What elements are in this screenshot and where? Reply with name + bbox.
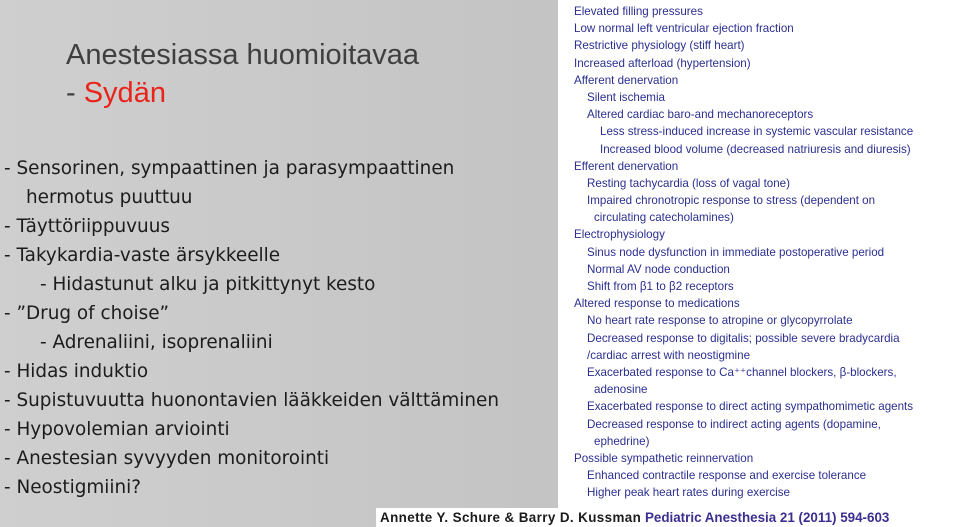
excerpt-line: Altered cardiac baro-and mechanoreceptors <box>587 108 814 122</box>
excerpt-line: Possible sympathetic reinnervation <box>574 451 754 465</box>
excerpt-line: Decreased response to digitalis; possible severe bradycardia <box>587 331 900 345</box>
excerpt-line: Altered response to medications <box>574 297 740 311</box>
excerpt-line: Impaired chronotropic response to stress (dependent on <box>587 194 876 208</box>
bullet-item: - ”Drug of choise” <box>4 303 170 324</box>
bullet-item: - Takykardia-vaste ärsykkeelle <box>4 245 281 266</box>
table-excerpt-image <box>558 0 960 508</box>
citation <box>376 508 960 527</box>
excerpt-line: Enhanced contractile response and exercise tolerance <box>587 469 867 483</box>
bullet-item: - Hypovolemian arviointi <box>4 419 230 440</box>
bullet-item: - Supistuvuutta huonontavien lääkkeiden välttäminen <box>4 390 500 411</box>
excerpt-line: Silent ischemia <box>587 90 665 104</box>
bullet-item: - Adrenaliini, isoprenaliini <box>40 332 273 353</box>
bullet-item: - Neostigmiini? <box>4 477 142 498</box>
citation-authors: Annette Y. Schure & Barry D. Kussman <box>380 510 642 525</box>
excerpt-line: Restrictive physiology (stiff heart) <box>574 39 745 53</box>
excerpt-line: Less stress-induced increase in systemic vascular resistance <box>600 125 914 139</box>
excerpt-line: Low normal left ventricular ejection fraction <box>574 22 794 36</box>
bullet-item: - Anestesian syvyyden monitorointi <box>4 448 330 469</box>
excerpt-line: Sinus node dysfunction in immediate postoperative period <box>587 245 885 259</box>
excerpt-line: No heart rate response to atropine or glycopyrrolate <box>587 314 853 328</box>
excerpt-line: Higher peak heart rates during exercise <box>587 486 790 500</box>
title-main: Anestesiassa huomioitavaa <box>66 39 420 71</box>
bullet-item: - Täyttöriippuvuus <box>4 216 170 237</box>
bullet-item: hermotus puuttuu <box>26 187 193 208</box>
excerpt-line: ephedrine) <box>594 434 650 448</box>
excerpt-line: Shift from β1 to β2 receptors <box>587 280 734 293</box>
excerpt-line: Resting tachycardia (loss of vagal tone) <box>587 176 790 190</box>
title-sub: Sydän <box>83 77 166 109</box>
excerpt-line: Electrophysiology <box>574 228 665 242</box>
excerpt-line: /cardiac arrest with neostigmine <box>587 348 751 362</box>
excerpt-line: Increased blood volume (decreased natriuresis and diuresis) <box>600 142 911 156</box>
excerpt-line: Efferent denervation <box>574 159 679 173</box>
citation-journal: Pediatric Anesthesia 21 (2011) 594-603 <box>644 510 890 525</box>
bullet-item: - Hidastunut alku ja pitkittynyt kesto <box>40 274 376 295</box>
excerpt-line: Exacerbated response to Ca⁺⁺channel blockers, β-blockers, <box>587 365 897 379</box>
excerpt-line: Decreased response to indirect acting agents (dopamine, <box>587 417 881 431</box>
excerpt-line: adenosine <box>594 383 648 397</box>
excerpt-line: circulating catecholamines) <box>594 211 734 225</box>
bullet-item: - Sensorinen, sympaattinen ja parasympaattinen <box>4 158 455 179</box>
excerpt-line: Increased afterload (hypertension) <box>574 56 751 70</box>
bullet-list <box>4 154 564 502</box>
excerpt-line: Afferent denervation <box>574 73 679 87</box>
excerpt-line: Exacerbated response to direct acting sympathomimetic agents <box>587 400 914 414</box>
title-sub-line <box>66 74 419 112</box>
slide-title <box>66 36 419 112</box>
title-sub-prefix: - <box>66 77 84 109</box>
excerpt-line: Elevated filling pressures <box>574 5 703 18</box>
excerpt-line: Normal AV node conduction <box>587 262 730 276</box>
bullet-item: - Hidas induktio <box>4 361 149 382</box>
